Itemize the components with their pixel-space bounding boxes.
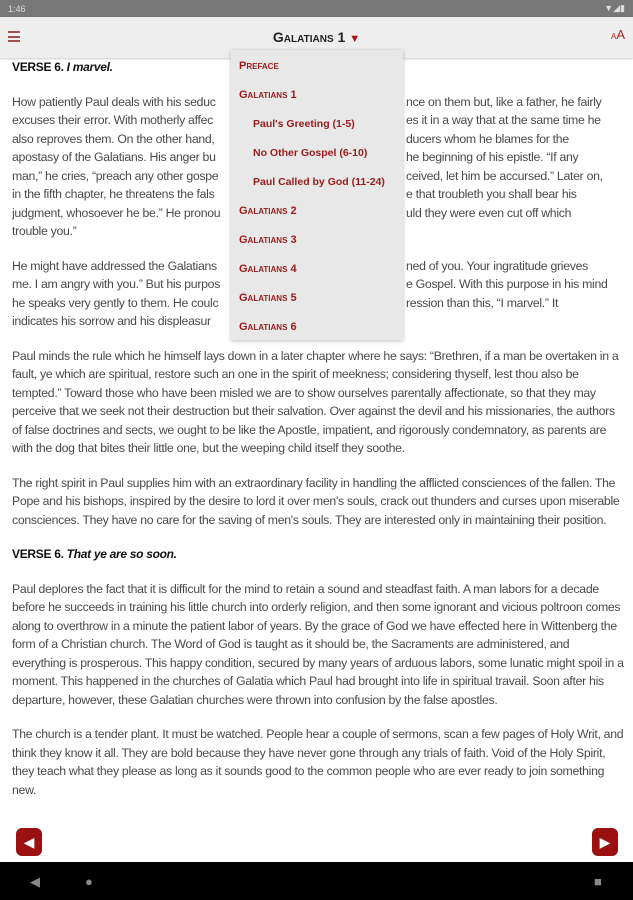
dropdown-item[interactable]: Paul's Greeting (1-5) <box>253 118 355 130</box>
status-time: 1:46 <box>8 3 26 14</box>
text-fragment: ceived, let him be accursed.” Later on, <box>406 168 603 183</box>
dropdown-item[interactable]: Galatians 2 <box>239 205 297 217</box>
text-fragment: man,” he cries, “preach any other gospe <box>12 168 219 183</box>
verse-heading <box>12 545 624 564</box>
text-fragment: How patiently Paul deals with his seduc <box>12 94 216 109</box>
text-fragment: in the fifth chapter, he threatens the fals <box>12 187 215 201</box>
home-icon[interactable]: ● <box>85 874 93 889</box>
text-fragment: judgment, whosoever he be.” He pronou <box>12 205 221 220</box>
dropdown-item[interactable]: Preface <box>239 60 279 72</box>
chapter-selector[interactable] <box>0 29 633 45</box>
dropdown-item[interactable]: Galatians 4 <box>239 263 297 275</box>
chapter-title: Galatians 1 <box>272 29 346 45</box>
status-bar <box>0 0 633 17</box>
paragraph: The right spirit in Paul supplies him with an extraordinary facility in handling the afflicted consciences of the fallen. The Pope and his bishops, inspired by the desire to lord it over men's souls, crack out thunders and curses upon miserable consciences. They have no care for the saving of men's souls. They are interested only in maintaining their position. <box>12 475 620 527</box>
verse-quote: I marvel. <box>66 60 113 74</box>
text-fragment: ned of you. Your ingratitude grieves <box>406 258 588 273</box>
text-fragment: also reproves them. On the other hand, <box>12 131 215 146</box>
text-fragment: uld they were even cut off which <box>406 205 572 220</box>
chapter-dropdown <box>231 50 403 340</box>
paragraph: Paul deplores the fact that it is difficult for the mind to retain a sound and steadfast faith. A man labors for a decade before he succeeds in training his little church into orderly religion, and then some ignorant and vicious poltroon comes along to overthrow in a minute the patient labor of years. By the grace of God we have effected here in Wittenberg the form of a Christian church. The Word of God is taught as it should be, the Sacraments are administered, and everything is prosperous. This happy condition, secured by many years of arduous labors, some lunatic might spoil in a moment. This happened in the churches of Galatia which Paul had brought into life in spiritual travail. Soon after his departure, however, these Galatian churches were thrown into confusion by the false apostles. <box>12 581 624 707</box>
text-fragment: es it in a way that at the same time he <box>406 113 601 127</box>
dropdown-item[interactable]: Galatians 1 <box>239 89 297 101</box>
dropdown-item[interactable]: Paul Called by God (11-24) <box>253 176 385 188</box>
text-fragment: he speaks very gently to them. He coulc <box>12 295 219 310</box>
text-fragment: me. I am angry with you.” But his purpos <box>12 277 221 291</box>
dropdown-item[interactable]: Galatians 5 <box>239 292 297 304</box>
text-fragment: ression than this, “I marvel.” It <box>406 295 559 310</box>
dropdown-item[interactable]: Galatians 6 <box>239 321 297 333</box>
text-fragment: ducers whom he blames for the <box>406 131 569 146</box>
recents-icon[interactable]: ■ <box>594 874 602 889</box>
dropdown-item[interactable]: No Other Gospel (6-10) <box>253 147 368 159</box>
paragraph: Paul minds the rule which he himself lays down in a later chapter where he says: “Brethren, if a man be overtaken in a fault, ye which are spiritual, restore such an one in the spirit of meekness; considering thyself, lest thou also be tempted.” Toward those who have been misled we are to show ourselves parentally affectionate, so that they may perceive that we seek not their destruction but their salvation. Over against the devil and his missionaries, the authors of false doctrines and sects, we ought to be like the Apostle, impatient, and rigorously condemnatory, as parents are with the dog that bites their little one, but the weeping child itself they soothe. <box>12 348 619 455</box>
paragraph: The church is a tender plant. It must be watched. People hear a couple of sermons, scan a few pages of Holy Writ, and think they know it all. They are bold because they have never gone through any trials of faith. Void of the Holy Spirit, they teach what they please as long as it sounds good to the common people who are ever ready to join something new. <box>12 727 624 797</box>
next-chapter-button[interactable]: ▶ <box>592 828 618 856</box>
text-fragment: e Gospel. With this purpose in his mind <box>406 277 608 291</box>
text-fragment: e that troubleth you shall bear his <box>406 187 577 201</box>
text-fragment: He might have addressed the Galatians <box>12 258 217 273</box>
system-nav-bar <box>0 862 633 900</box>
previous-chapter-button[interactable]: ◀ <box>16 828 42 856</box>
text-fragment: he beginning of his epistle. “If any <box>406 150 579 164</box>
text-fragment: nce on them but, like a father, he fairly <box>406 94 602 109</box>
caret-down-icon: ▼ <box>349 33 361 45</box>
text-fragment: indicates his sorrow and his displeasur <box>12 314 211 328</box>
status-icons: ▼◢▮ <box>604 3 625 13</box>
verse-label: VERSE 6. <box>12 547 64 561</box>
back-icon[interactable]: ◀ <box>30 874 40 889</box>
text-fragment: excuses their error. With motherly affec <box>12 113 213 127</box>
font-size-icon[interactable]: AA <box>610 27 625 42</box>
text-fragment: apostasy of the Galatians. His anger bu <box>12 150 216 164</box>
dropdown-item[interactable]: Galatians 3 <box>239 234 297 246</box>
verse-quote: That ye are so soon. <box>66 547 177 561</box>
verse-label: VERSE 6. <box>12 60 64 74</box>
text-fragment: trouble you.” <box>12 224 77 238</box>
